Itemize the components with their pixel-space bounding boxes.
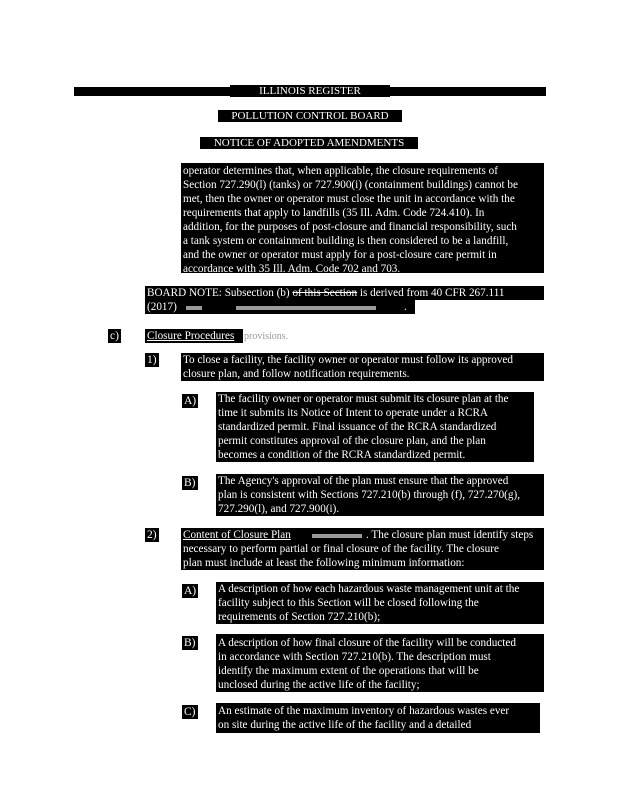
item2-line-1-rest: . The closure plan must identify steps (366, 529, 534, 541)
text-line: time it submits its Notice of Intent to operate under a RCRA (218, 407, 489, 419)
section-title: Closure Procedures (147, 330, 235, 342)
text-line: 727.290(l), and 727.900(i). (218, 503, 340, 515)
text-line: on site during the active life of the facility and a detailed (218, 719, 472, 731)
text-line: requirements that apply to landfills (35 Ill. Adm. Code 724.410). In (183, 207, 485, 219)
text-line: met, then the owner or operator must close the unit in accordance with the (183, 193, 515, 205)
text-line: plan is consistent with Sections 727.210(b) through (f), 727.270(g), (218, 489, 521, 501)
text-line: in accordance with Section 727.210(b). The description must (218, 651, 491, 663)
notice-title: NOTICE OF ADOPTED AMENDMENTS (200, 137, 418, 149)
redaction-mark (236, 306, 376, 310)
text-line: Section 727.290(l) (tanks) or 727.900(i) (containment buildings) cannot be (183, 179, 518, 191)
section-label-c: c) (110, 330, 119, 342)
item-label-1a: A) (184, 395, 197, 407)
text-line: becomes a condition of the RCRA standardized permit. (218, 449, 466, 461)
board-note-line-1: BOARD NOTE: Subsection (b) of this Section is derived from 40 CFR 267.111 (147, 287, 505, 299)
item-label-2a: A) (184, 585, 197, 597)
item-label-1: 1) (147, 354, 157, 366)
text-line: permit constitutes approval of the closure plan, and the plan (218, 435, 486, 447)
redaction-mark (186, 306, 202, 310)
text-line: identify the maximum extent of the operations that will be (218, 665, 479, 677)
text-line: facility subject to this Section will be closed following the (218, 597, 479, 609)
text-line: The facility owner or operator must submit its closure plan at the (218, 393, 509, 405)
text-line: A description of how final closure of the facility will be conducted (218, 637, 516, 649)
text-line: and the owner or operator must apply for a post-closure care permit in (183, 249, 497, 261)
text-line: The Agency's approval of the plan must ensure that the approved (218, 475, 509, 487)
register-title: ILLINOIS REGISTER (230, 85, 390, 97)
board-title: POLLUTION CONTROL BOARD (218, 110, 402, 122)
struck-ghost-text: provisions. (244, 331, 289, 342)
redaction-mark (312, 534, 362, 538)
item-label-2b: B) (184, 637, 196, 649)
text-line: A description of how each hazardous waste management unit at the (218, 583, 520, 595)
board-note-line-2: (2017) (147, 301, 177, 313)
item-label-2: 2) (147, 529, 157, 541)
text-line: An estimate of the maximum inventory of hazardous wastes ever (218, 705, 510, 717)
text-line: standardized permit. Final issuance of the RCRA standardized (218, 421, 497, 433)
text-line: To close a facility, the facility owner or operator must follow its approved (183, 354, 513, 366)
item-label-2c: C) (184, 706, 196, 718)
text-line: unclosed during the active life of the facility; (218, 679, 420, 691)
text-line: requirements of Section 727.210(b); (218, 611, 381, 623)
text-line: operator determines that, when applicable, the closure requirements of (183, 165, 498, 177)
text-line: a tank system or containment building is then considered to be a landfill, (183, 235, 509, 247)
text-line: closure plan, and follow notification requirements. (183, 368, 410, 380)
item-label-1b: B) (184, 477, 196, 489)
item2-line-1: Content of Closure Plan (183, 529, 291, 541)
text-line: necessary to perform partial or final closure of the facility. The closure (183, 543, 499, 555)
board-note-end: . (404, 301, 407, 313)
text-line: addition, for the purposes of post-closure and financial responsibility, such (183, 221, 517, 233)
text-line: accordance with 35 Ill. Adm. Code 702 and 703. (183, 263, 401, 275)
text-line: plan must include at least the following minimum information: (183, 557, 465, 569)
